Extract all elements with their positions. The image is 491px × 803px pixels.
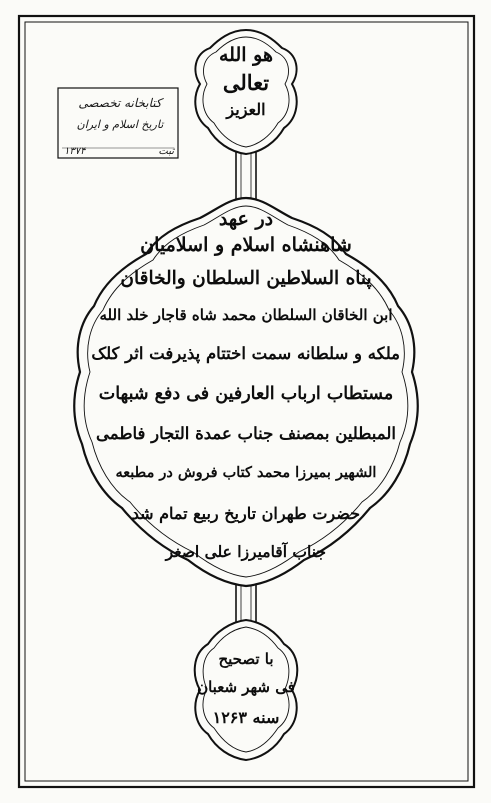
- main-line-4: ابن الخاقان السلطان محمد شاه قاجار خلد الله: [99, 306, 393, 324]
- main-line-7: المبطلین بمصنف جناب عمدة التجار فاطمی: [96, 424, 396, 443]
- top-line-1: هو الله: [219, 44, 273, 66]
- main-line-1: در عهد: [218, 208, 274, 230]
- main-line-5: ملکه و سلطانه سمت اختتام پذیرفت اثر کلک: [91, 344, 400, 363]
- bottom-line-1: با تصحیح: [218, 650, 274, 668]
- main-line-9: حضرت طهران تاریخ ربیع تمام شد: [131, 504, 360, 523]
- top-line-2: تعالی: [222, 70, 270, 95]
- bottom-line-3: سنه ۱۲۶۳: [212, 708, 280, 727]
- top-connector: [236, 150, 256, 205]
- stamp-line-2: تاریخ اسلام و ایران: [76, 118, 164, 131]
- main-line-2: شاهنشاه اسلام و اسلامیان: [140, 234, 352, 256]
- main-line-6: مستطاب ارباب العارفین فی دفع شبهات: [98, 384, 394, 404]
- stamp-label: ثبت: [158, 146, 174, 157]
- bottom-line-2: فی شهر شعبان: [197, 678, 295, 696]
- stamp-number: ۱۳۷۴: [64, 146, 86, 157]
- stamp-line-1: کتابخانه تخصصی: [78, 96, 162, 110]
- top-line-3: العزیز: [226, 100, 266, 119]
- main-line-3: پناه السلاطین السلطان والخاقان: [120, 268, 372, 289]
- bottom-connector: [236, 582, 256, 625]
- main-line-10: جناب آقامیرزا علی اصغر: [165, 542, 326, 561]
- main-line-8: الشهیر بمیرزا محمد کتاب فروش در مطبعه: [115, 464, 377, 481]
